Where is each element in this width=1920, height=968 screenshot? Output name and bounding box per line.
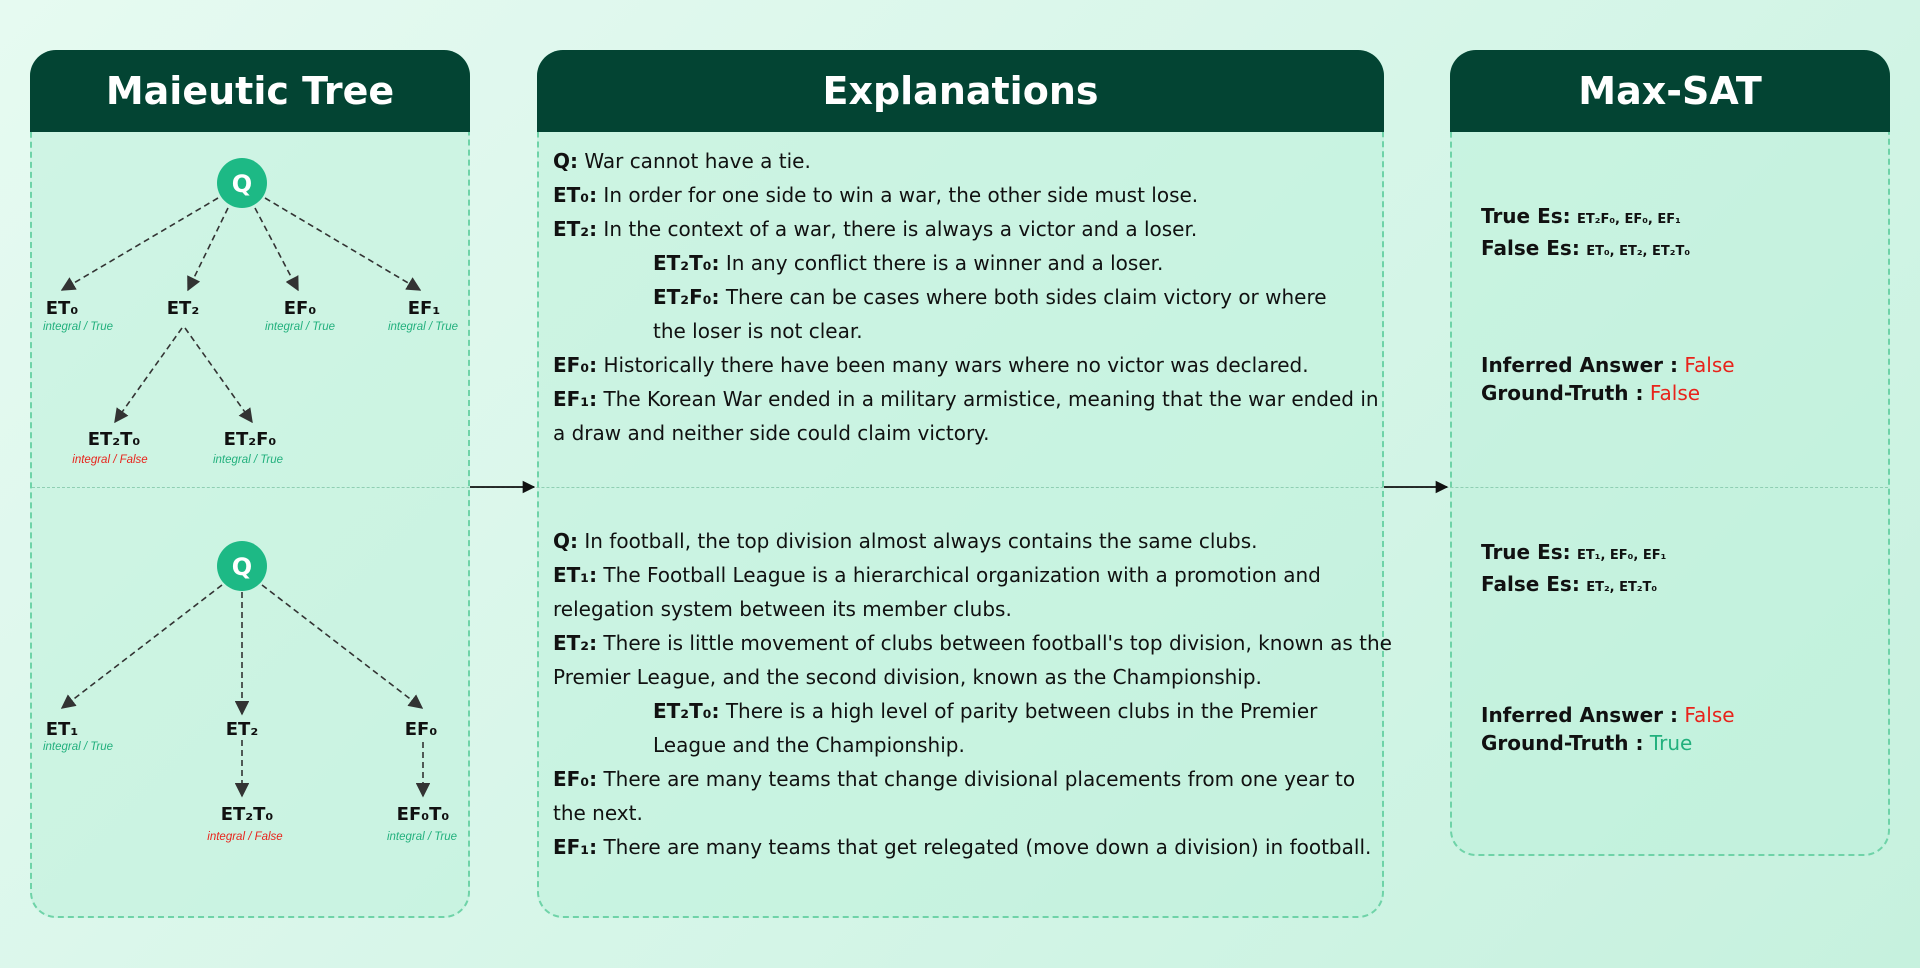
edge-q-ef1 — [265, 198, 420, 290]
q-node-1-label: Q — [231, 170, 253, 198]
true-es-row: True Es: ET₁, EF₀, EF₁ — [1481, 540, 1667, 564]
explanation-line: ET₂: In the context of a war, there is always a victor and a loser. — [553, 217, 1198, 241]
explanation-line: Q: War cannot have a tie. — [553, 149, 811, 173]
inferred-answer-value: False — [1684, 353, 1735, 377]
node-et2t0-tag: integral / False — [72, 454, 148, 466]
explanations-section-1 — [553, 144, 1379, 450]
node-ef0t0-tag: integral / True — [386, 831, 458, 843]
node-et2t0-b: ET₂T₀ — [220, 804, 274, 825]
edge-et2-et2f0 — [185, 328, 252, 422]
node-et2f0: ET₂F₀ — [223, 429, 277, 450]
maxsat-answer-2 — [1481, 701, 1735, 757]
node-et2: ET₂ — [166, 298, 200, 319]
ground-truth-value: True — [1649, 731, 1693, 755]
maieutic-tree-title: Maieutic Tree — [30, 50, 470, 132]
explanations-section-2 — [553, 524, 1392, 864]
explanation-line: League and the Championship. — [653, 733, 965, 757]
explanation-line: ET₀: In order for one side to win a war, the other side must lose. — [553, 183, 1199, 207]
false-es-row: False Es: ET₂, ET₂T₀ — [1481, 572, 1658, 596]
node-et2t0-b-tag: integral / False — [207, 831, 283, 843]
explanation-line: EF₀: Historically there have been many wars where no victor was declared. — [553, 353, 1309, 377]
explanation-line: ET₂T₀: In any conflict there is a winner and a loser. — [653, 251, 1164, 275]
node-et1: ET₁ — [45, 719, 79, 740]
maxsat-answer-1 — [1481, 351, 1735, 407]
node-et0: ET₀ — [45, 298, 79, 319]
explanation-line: Q: In football, the top division almost always contains the same clubs. — [553, 529, 1258, 553]
node-ef0: EF₀ — [283, 298, 317, 319]
ground-truth-row: Ground-Truth : True — [1481, 731, 1693, 755]
edge-q-et1 — [62, 585, 222, 708]
node-ef1-tag: integral / True — [387, 321, 459, 333]
ground-truth-value: False — [1649, 381, 1701, 405]
false-es-row: False Es: ET₀, ET₂, ET₂T₀ — [1481, 236, 1691, 260]
explanation-line: EF₀: There are many teams that change divisional placements from one year to — [553, 767, 1356, 791]
inferred-answer-row: Inferred Answer : False — [1481, 353, 1735, 377]
explanation-line: ET₁: The Football League is a hierarchical organization with a promotion and — [553, 563, 1321, 587]
node-et1-tag: integral / True — [42, 741, 114, 753]
q-node-2-label: Q — [231, 553, 253, 581]
edge-et2-et2t0 — [115, 328, 182, 422]
node-et2f0-tag: integral / True — [212, 454, 284, 466]
node-ef0-b: EF₀ — [404, 719, 438, 740]
node-ef0-tag: integral / True — [264, 321, 336, 333]
maxsat-es-1 — [1481, 202, 1690, 266]
max-sat-title: Max-SAT — [1450, 50, 1890, 132]
edge-q-et2 — [188, 208, 228, 290]
node-et2-b: ET₂ — [225, 719, 259, 740]
inferred-answer-value: False — [1684, 703, 1735, 727]
explanation-line: EF₁: The Korean War ended in a military armistice, meaning that the war ended in — [553, 387, 1379, 411]
explanation-line: EF₁: There are many teams that get relegated (move down a division) in football. — [553, 835, 1372, 859]
node-et0-tag: integral / True — [42, 321, 114, 333]
explanation-line: relegation system between its member clubs. — [553, 597, 1012, 621]
ground-truth-row: Ground-Truth : False — [1481, 381, 1701, 405]
inferred-answer-row: Inferred Answer : False — [1481, 703, 1735, 727]
explanations-title: Explanations — [537, 50, 1384, 132]
node-et2t0: ET₂T₀ — [87, 429, 141, 450]
edge-q-ef0 — [255, 208, 298, 290]
edge-q-ef0-b — [262, 585, 422, 708]
explanation-line: the loser is not clear. — [653, 319, 863, 343]
explanation-line: ET₂T₀: There is a high level of parity between clubs in the Premier — [653, 699, 1318, 723]
true-es-row: True Es: ET₂F₀, EF₀, EF₁ — [1481, 204, 1681, 228]
explanation-line: Premier League, and the second division, known as the Championship. — [553, 665, 1262, 689]
maxsat-es-2 — [1481, 538, 1666, 602]
explanation-line: a draw and neither side could claim victory. — [553, 421, 990, 445]
explanation-line: ET₂: There is little movement of clubs between football's top division, known as the — [553, 631, 1392, 655]
node-ef1: EF₁ — [407, 298, 441, 319]
node-ef0t0: EF₀T₀ — [396, 804, 450, 825]
explanation-line: ET₂F₀: There can be cases where both sides claim victory or where — [653, 285, 1327, 309]
explanation-line: the next. — [553, 801, 643, 825]
